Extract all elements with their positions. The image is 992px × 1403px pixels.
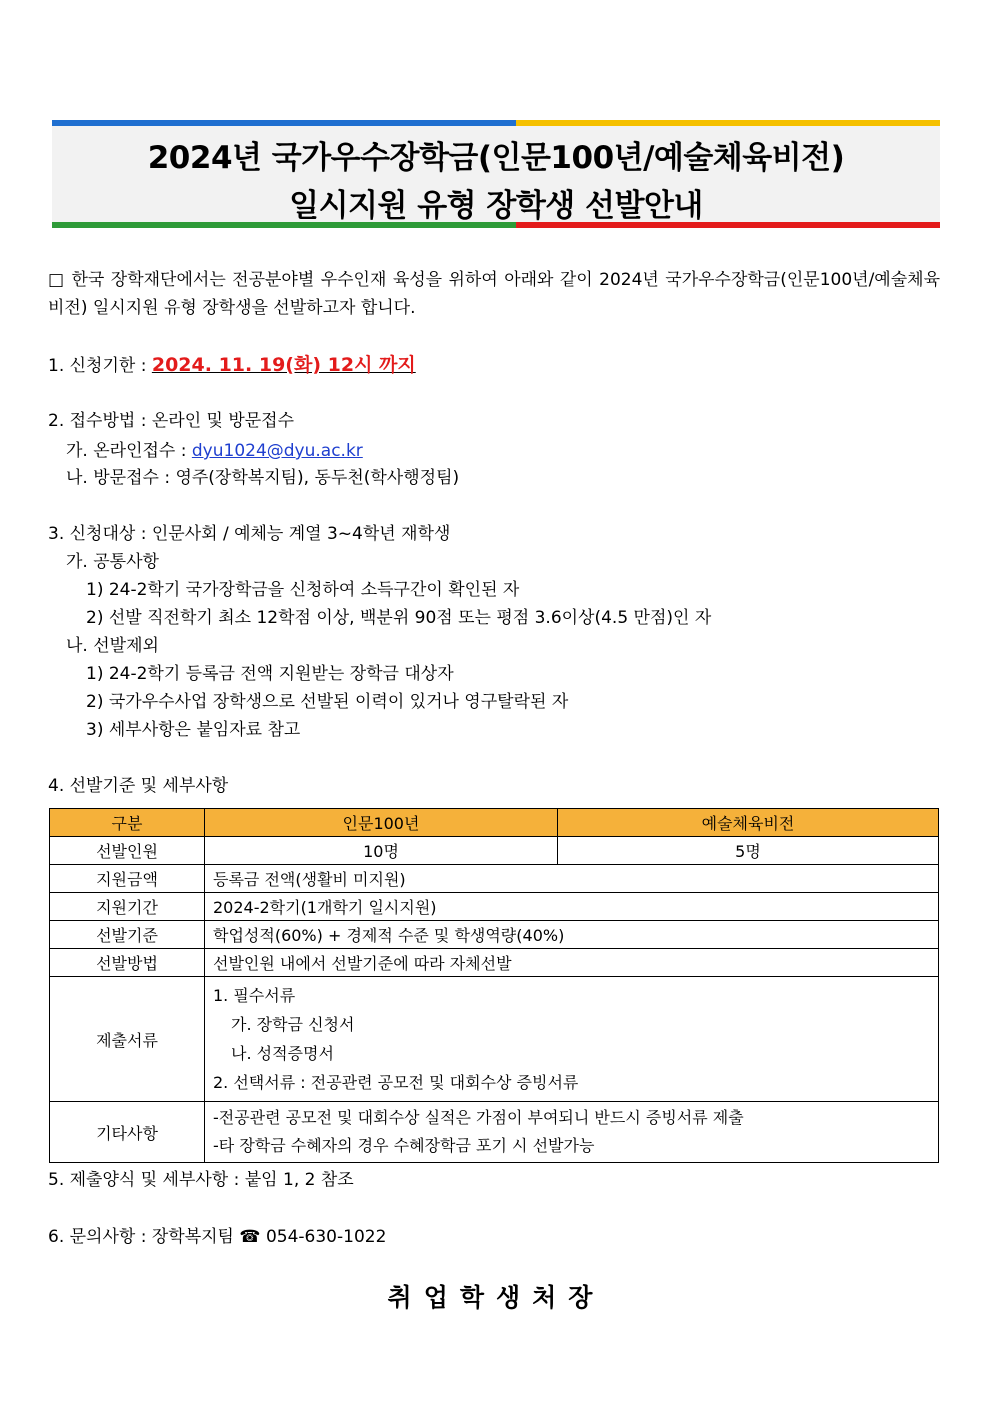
common-requirements: 가. 공통사항 [66,552,159,572]
row-label: 선발방법 [50,949,205,977]
table-row [50,865,939,893]
requirement-2: 2) 선발 직전학기 최소 12학점 이상, 백분위 90점 또는 평점 3.6이상(4.5 만점)인 자 [86,608,712,628]
row-value: 등록금 전액(생활비 미지원) [205,865,939,893]
exclusion-1: 1) 24-2학기 등록금 전액 지원받는 장학금 대상자 [86,664,454,684]
arts-sports-count: 5명 [558,837,939,865]
documents-list [205,977,939,1102]
title-bar-yellow [516,120,940,126]
exclusions: 나. 선발제외 [66,636,159,656]
online-submission-label: 가. 온라인접수 : [66,441,192,461]
row-value: 선발인원 내에서 선발기준에 따라 자체선발 [205,949,939,977]
exclusion-2: 2) 국가우수사업 장학생으로 선발된 이력이 있거나 영구탈락된 자 [86,692,569,712]
other-notes [205,1102,939,1163]
documents-application: 가. 장학금 신청서 [231,1015,355,1034]
table-row [50,949,939,977]
table-header-row [50,809,939,837]
row-label: 제출서류 [50,977,205,1102]
header-category: 구분 [50,809,205,837]
note-1: -전공관련 공모전 및 대회수상 실적은 가점이 부여되니 반드시 증빙서류 제출 [213,1108,744,1127]
table-row [50,837,939,865]
title-line-1: 2024년 국가우수장학금(인문100년/예술체육비전) [147,140,845,176]
table-row [50,893,939,921]
deadline: 2024. 11. 19(화) 12시 까지 [151,354,416,376]
title-bar-blue [52,120,516,126]
section-2-heading: 2. 접수방법 : 온라인 및 방문접수 [48,411,295,431]
table-row [50,921,939,949]
requirement-1: 1) 24-2학기 국가장학금을 신청하여 소득구간이 확인된 자 [86,580,520,600]
row-label: 선발인원 [50,837,205,865]
issuer-signature: 취업학생처장 [387,1283,605,1312]
table-row [50,1102,939,1163]
section-6-label: 6. 문의사항 : 장학복지팀 [48,1227,240,1247]
phone-number: 054-630-1022 [260,1227,387,1247]
section-4-heading: 4. 선발기준 및 세부사항 [48,776,229,796]
row-label: 지원기간 [50,893,205,921]
row-label: 선발기준 [50,921,205,949]
humanities-count: 10명 [205,837,558,865]
documents-required: 1. 필수서류 [213,986,296,1005]
table-row [50,977,939,1102]
header-humanities: 인문100년 [205,809,558,837]
online-submission [66,440,363,462]
title-banner [52,120,940,228]
section-1 [48,354,416,377]
row-label: 지원금액 [50,865,205,893]
header-arts-sports: 예술체육비전 [558,809,939,837]
section-1-label: 1. 신청기한 : [48,356,152,376]
title-line-2: 일시지원 유형 장학생 선발안내 [289,188,703,224]
visit-submission: 나. 방문접수 : 영주(장학복지팀), 동두천(학사행정팀) [66,468,460,488]
selection-table [49,808,939,1163]
note-2: -타 장학금 수혜자의 경우 수혜장학금 포기 시 선발가능 [213,1136,595,1155]
exclusion-3: 3) 세부사항은 붙임자료 참고 [86,720,301,740]
documents-transcript: 나. 성적증명서 [231,1044,334,1063]
row-value: 학업성적(60%) + 경제적 수준 및 학생역량(40%) [205,921,939,949]
documents-optional: 2. 선택서류 : 전공관련 공모전 및 대회수상 증빙서류 [213,1073,579,1092]
section-5: 5. 제출양식 및 세부사항 : 붙임 1, 2 참조 [48,1170,354,1190]
phone-icon: ☎ [239,1227,261,1247]
email-link[interactable]: dyu1024@dyu.ac.kr [191,441,363,461]
row-label: 기타사항 [50,1102,205,1163]
section-6 [48,1226,386,1248]
row-value: 2024-2학기(1개학기 일시지원) [205,893,939,921]
section-3-heading: 3. 신청대상 : 인문사회 / 예체능 계열 3~4학년 재학생 [48,524,451,544]
intro-paragraph: □ 한국 장학재단에서는 전공분야별 우수인재 육성을 위하여 아래와 같이 2024년 국가우수장학금(인문100년/예술체육비전) 일시지원 유형 장학생을 선발하고자 합니다. [48,270,940,318]
